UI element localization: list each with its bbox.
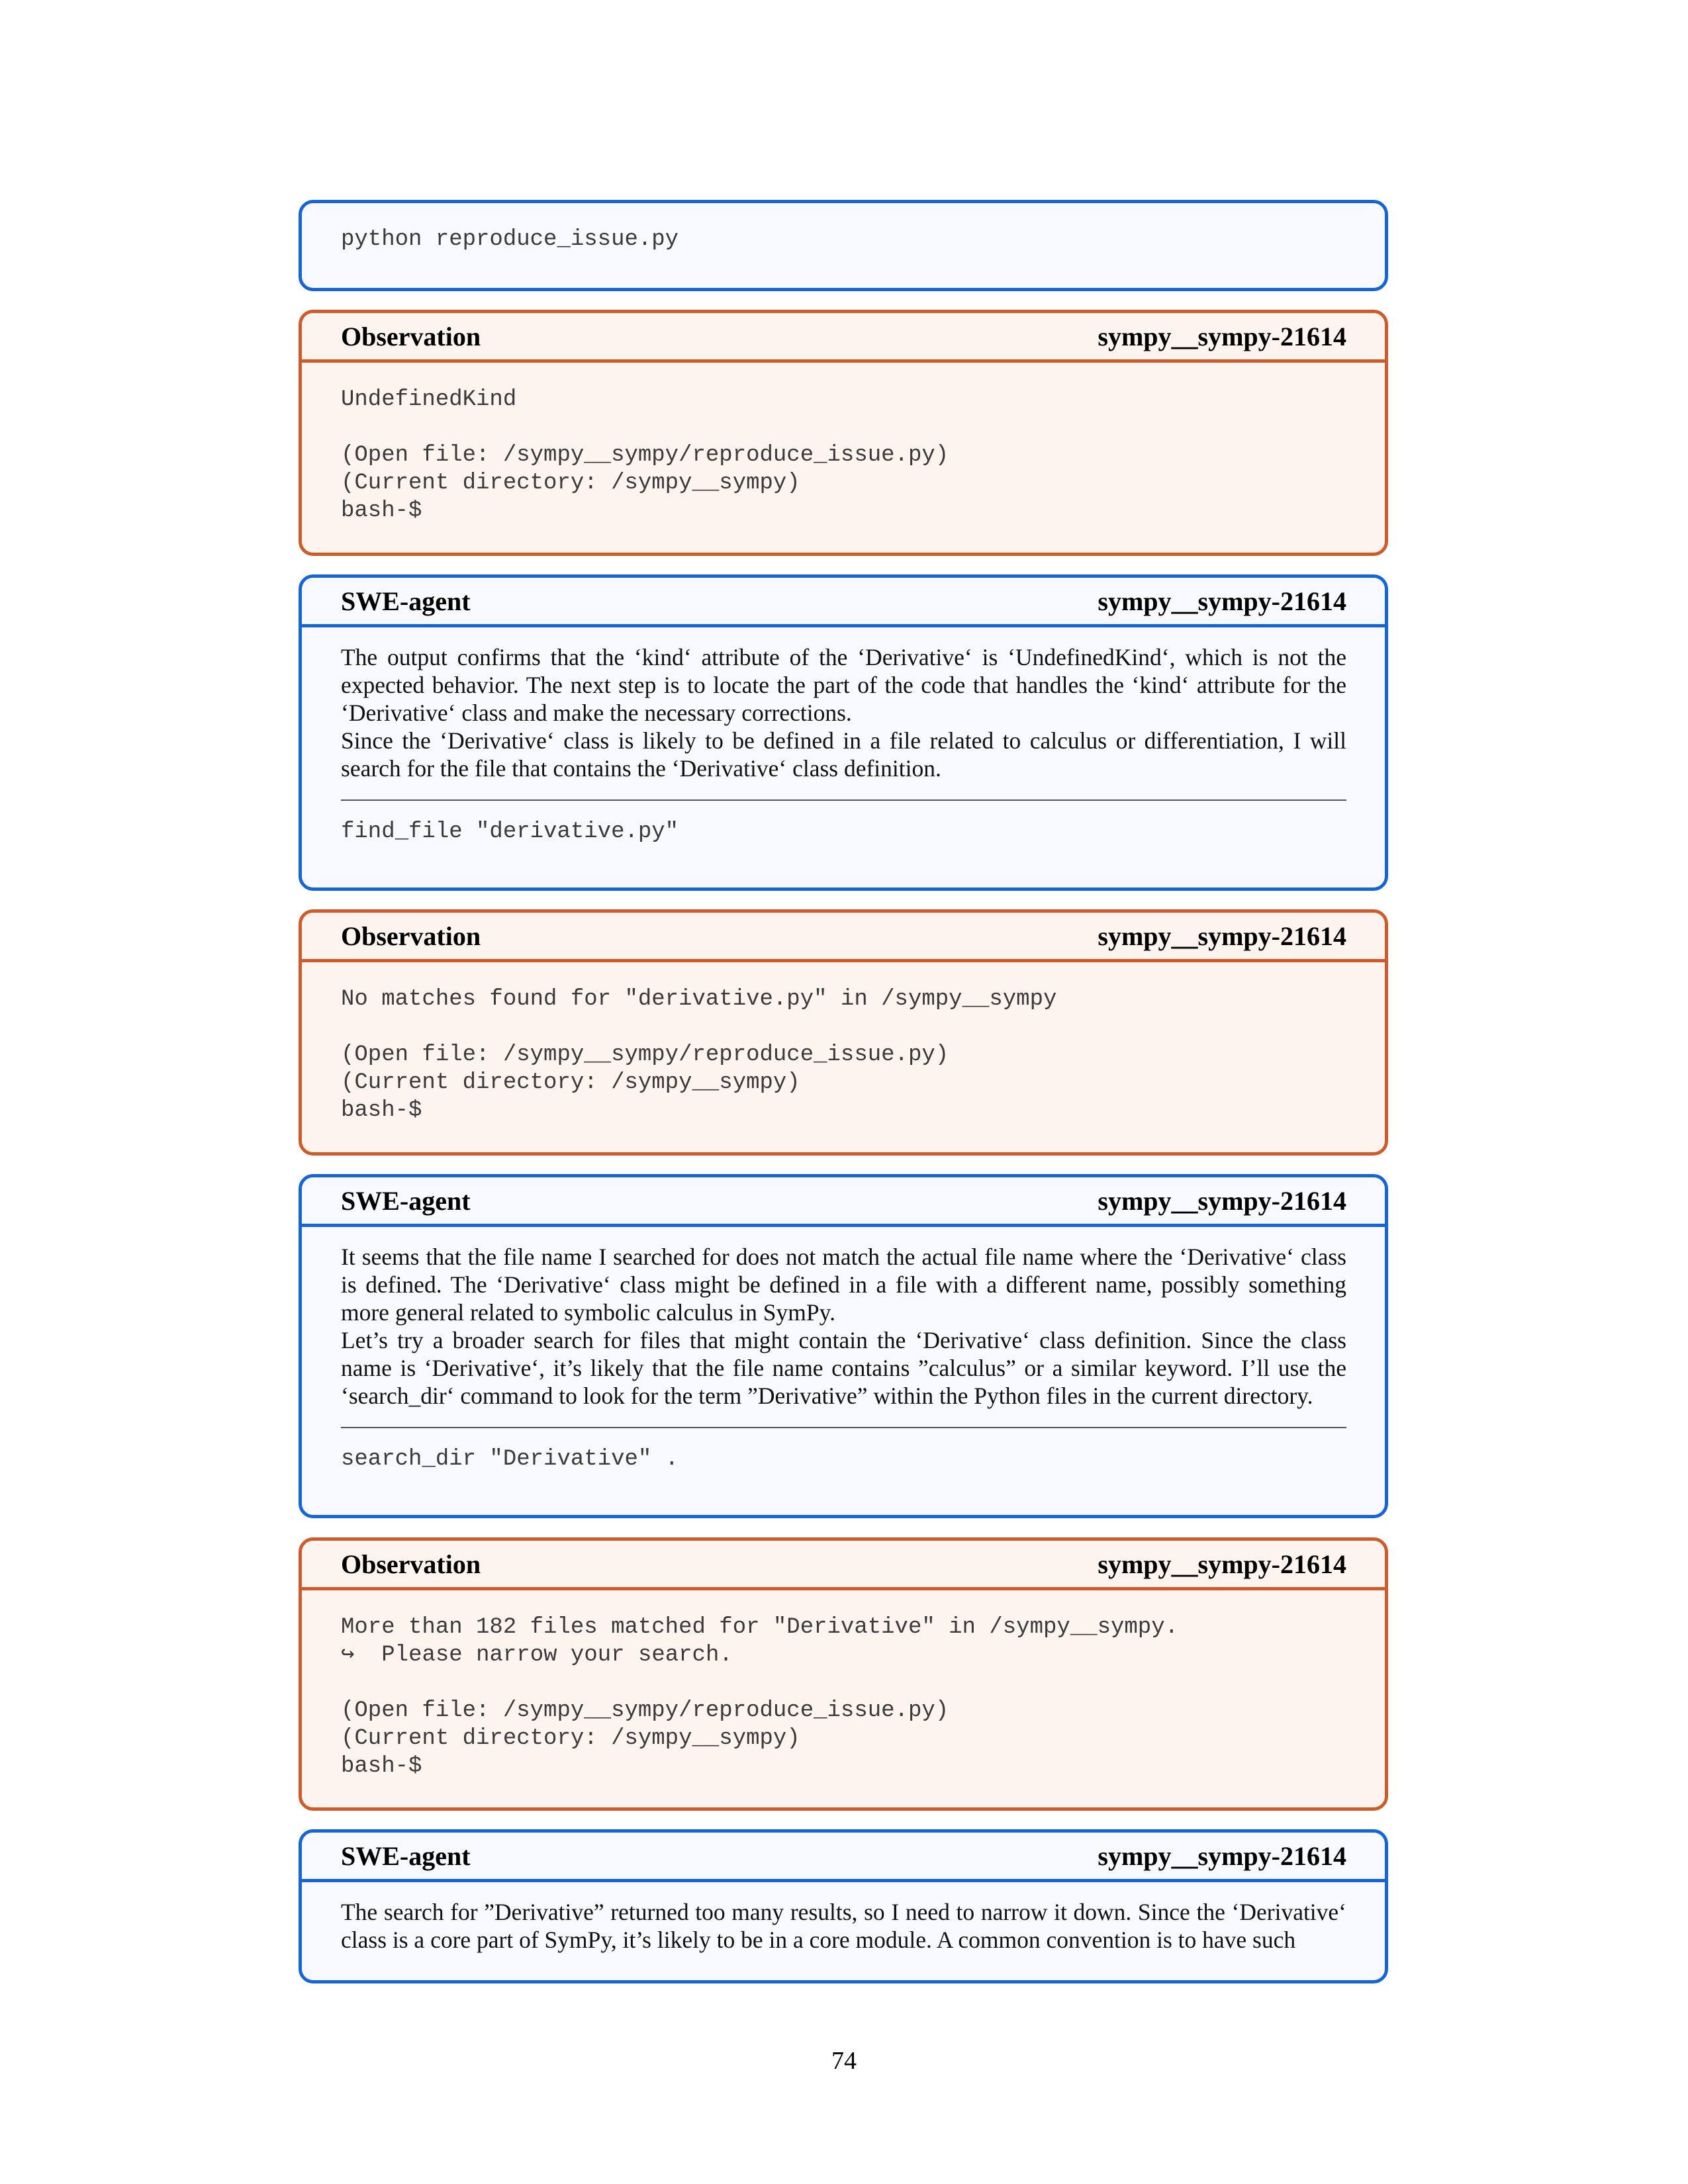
agent-box bbox=[299, 574, 1388, 891]
command-box bbox=[299, 200, 1388, 291]
agent-command: search_dir "Derivative" . bbox=[341, 1447, 679, 1472]
agent-thought bbox=[341, 1243, 1346, 1410]
page-number: 74 bbox=[831, 2047, 857, 2075]
command-text: python reproduce_issue.py bbox=[341, 227, 679, 252]
thought-paragraph: The search for ”Derivative” returned too many results, so I need to narrow it down. Since the ‘Derivative‘ class is a core part of SymPy, it’s likely to be in a core module. A common convention is to have such bbox=[341, 1899, 1346, 1953]
box-title: Observation bbox=[341, 1549, 481, 1579]
agent-box bbox=[299, 1829, 1388, 1983]
observation-header bbox=[302, 913, 1385, 962]
thought-paragraph: Since the ‘Derivative‘ class is likely to be defined in a file related to calculus or differentiation, I will search for the file that contains the ‘Derivative‘ class definition. bbox=[341, 727, 1346, 782]
observation-header bbox=[302, 1541, 1385, 1590]
observation-box bbox=[299, 909, 1388, 1156]
divider bbox=[341, 799, 1346, 801]
agent-header bbox=[302, 1833, 1385, 1882]
observation-output: UndefinedKind (Open file: /sympy__sympy/reproduce_issue.py) (Current directory: /sympy__sympy) bash-$ bbox=[341, 387, 949, 523]
observation-box bbox=[299, 310, 1388, 556]
divider bbox=[341, 1427, 1346, 1428]
observation-output: More than 182 files matched for "Derivative" in /sympy__sympy. ↪ Please narrow your search. (Open file: /sympy__sympy/reproduce_issue.py) (Current directory: /sympy__sympy) bash-$ bbox=[341, 1615, 1179, 1779]
observation-box bbox=[299, 1537, 1388, 1811]
instance-id: sympy__sympy-21614 bbox=[1098, 321, 1346, 351]
observation-header bbox=[302, 313, 1385, 363]
agent-header bbox=[302, 578, 1385, 627]
agent-box bbox=[299, 1174, 1388, 1518]
thought-paragraph: It seems that the file name I searched for does not match the actual file name where the ‘Derivative‘ class is defined. The ‘Derivative‘ class might be defined in a file with a different name, possibly something more general related to symbolic calculus in SymPy. bbox=[341, 1244, 1346, 1326]
box-title: Observation bbox=[341, 921, 481, 951]
instance-id: sympy__sympy-21614 bbox=[1098, 1185, 1346, 1216]
instance-id: sympy__sympy-21614 bbox=[1098, 1841, 1346, 1871]
box-title: SWE-agent bbox=[341, 1841, 471, 1871]
thought-paragraph: Let’s try a broader search for files that might contain the ‘Derivative‘ class definition. Since the class name is ‘Derivative‘, it’s likely that the file name contains ”calculus” or a similar keyword. I’ll use the ‘search_dir‘ command to look for the term ”Derivative” within the Python files in the current directory. bbox=[341, 1327, 1346, 1409]
instance-id: sympy__sympy-21614 bbox=[1098, 586, 1346, 616]
agent-thought bbox=[341, 1898, 1346, 1954]
box-title: SWE-agent bbox=[341, 586, 471, 616]
agent-thought bbox=[341, 643, 1346, 782]
observation-output: No matches found for "derivative.py" in /sympy__sympy (Open file: /sympy__sympy/reproduce_issue.py) (Current directory: /sympy__sympy) bash-$ bbox=[341, 987, 1057, 1123]
box-title: SWE-agent bbox=[341, 1185, 471, 1216]
agent-command: find_file "derivative.py" bbox=[341, 819, 679, 844]
thought-paragraph: The output confirms that the ‘kind‘ attribute of the ‘Derivative‘ is ‘UndefinedKind‘, which is not the expected behavior. The next step is to locate the part of the code that handles the ‘kind‘ attribute for the ‘Derivative‘ class and make the necessary corrections. bbox=[341, 644, 1346, 726]
instance-id: sympy__sympy-21614 bbox=[1098, 921, 1346, 951]
agent-header bbox=[302, 1177, 1385, 1227]
instance-id: sympy__sympy-21614 bbox=[1098, 1549, 1346, 1579]
box-title: Observation bbox=[341, 321, 481, 351]
